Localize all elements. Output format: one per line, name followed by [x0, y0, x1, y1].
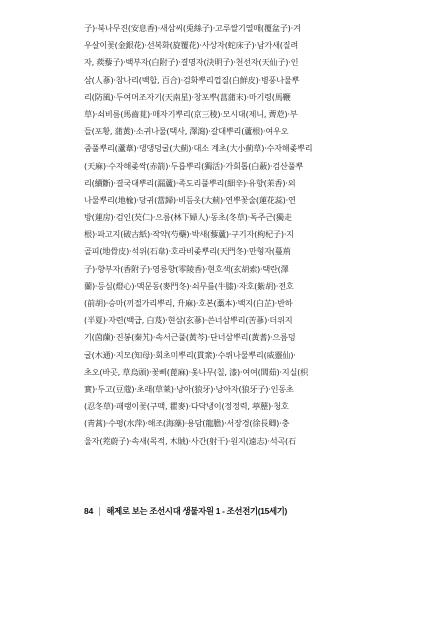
text-line: (靑蒿)·수평(水萍)·해조(海藻)·용담(龍膽)·서장경(徐長卿)·충: [84, 418, 290, 429]
text-line: (前胡)·승마(끼절가리뿌리, 升麻)·호본(藁本)·백지(白芷)·반하: [84, 298, 293, 308]
text-line: 子)·북나무진(安息香)·새삼씨(兎絲子)·고루쌀기열매(覆盆子)·겨: [84, 23, 301, 33]
text-line: 리(續斷)·결국대뿌리(漏蘆)·족도리풀뿌리(細辛)·유향(苿香)·외: [84, 177, 296, 188]
text-line: 울자(茺蔚子)·속새(목적, 木賊)·사간(射干)·원지(遠志)·석곡(石: [84, 435, 296, 446]
text-line: 굴(木通)·지모(知母)·회초미뿌리(貫衆)·수뤼나물뿌리(威靈仙)·: [84, 349, 296, 360]
text-line: (忍冬草)·패랭이꽃(구맥, 瞿麥)·다닥냉이(정정력, 葶藶)·청호: [84, 401, 289, 412]
text-line: (天麻)·수자해좆싹(赤箭)·두릅뿌리(獨活)·가회톱(白蘞)·검산풀뿌: [84, 160, 304, 171]
text-line: 초오(바곳, 草烏頭)·꽃삐(蓖麻)·옻나무(칠, 漆)·여여(閭茹)·지실(枳: [84, 366, 308, 377]
footer-divider: [99, 507, 100, 516]
text-line: 子)·향부자(香附子)·영릉향(零陵香)·현호색(玄胡索)·택란(澤: [84, 263, 289, 274]
text-line: 나물뿌리(地楡)·당귀(當歸)·비듬옷(大薊)·연뿌꽃술(蓮花蕊)·연: [84, 194, 296, 205]
text-line: 蘭)·등심(燈心)·맥문동(麥門冬)·쇠무릎(牛膝)·자호(紫胡)·전호: [84, 280, 294, 291]
text-line: 우살이꽃(金銀花)·선복화(旋覆花)·사상자(蛇床子)·남가새(질려: [84, 40, 298, 51]
text-line: 리(防風)·두여머조자기(天南星)·창포뿌(菖蒲末)·마기령(馬鞭: [84, 91, 291, 102]
text-line: 자, 蒺藜子)·백부자(白附子)·결명자(決明子)·천선자(天仙子)·인: [84, 57, 299, 68]
body-text: [84, 20, 356, 450]
page-number: 84: [84, 506, 94, 516]
text-line: 방(蓮房)·검인(芡仁)·으름(林下婦人)·동초(冬草)·독주근(獨走: [84, 212, 292, 223]
running-title: 해제로 보는 조선시대 생물자원 1 - 조선전기(15세기): [106, 506, 288, 516]
text-line: 삼(人蔘)·참나리(백합, 百合)·검화뿌리껍질(白鮮皮)·병풍나물뿌: [84, 74, 300, 85]
text-line: 根)·파고지(破古紙)·작약(芍藥)·박새(藜蘆)·구기자(枸杞子)·지: [84, 229, 294, 240]
text-line: 實)·두고(豆蔻)·초래(草萊)·낭아(狼牙)·낭아자(狼牙子)·인동초: [84, 383, 294, 394]
text-line: 기(茵蔯)·진봉(秦艽)·속서근풀(黃芩)·단너삼뿌리(黃耆)·으름덩: [84, 332, 296, 343]
page-footer: [84, 505, 356, 517]
text-line: 줌풀뿌리(蘆葦)·댕댕덩굴(大薊)·대소 계초(大小薊草)·수자해좆뿌리: [84, 143, 313, 154]
text-line: 골피(地骨皮)·석위(石韋)·호라비좆뿌리(天門冬)·만형자(蔓荊: [84, 246, 291, 257]
text-line: (半夏)·자련(백급, 白芨)·현삼(玄蔘)·쓴너삼뿌리(苦蔘)·더위지: [84, 315, 293, 326]
text-line: 草)·쇠비름(馬齒莧)·매자기뿌리(京三稜)·모시대(제니, 薺苨)·부: [84, 108, 298, 119]
text-line: 들(포황, 蒲黃)·소귀나물(택사, 澤瀉)·갈대뿌리(蘆根)·여우오: [84, 126, 289, 137]
